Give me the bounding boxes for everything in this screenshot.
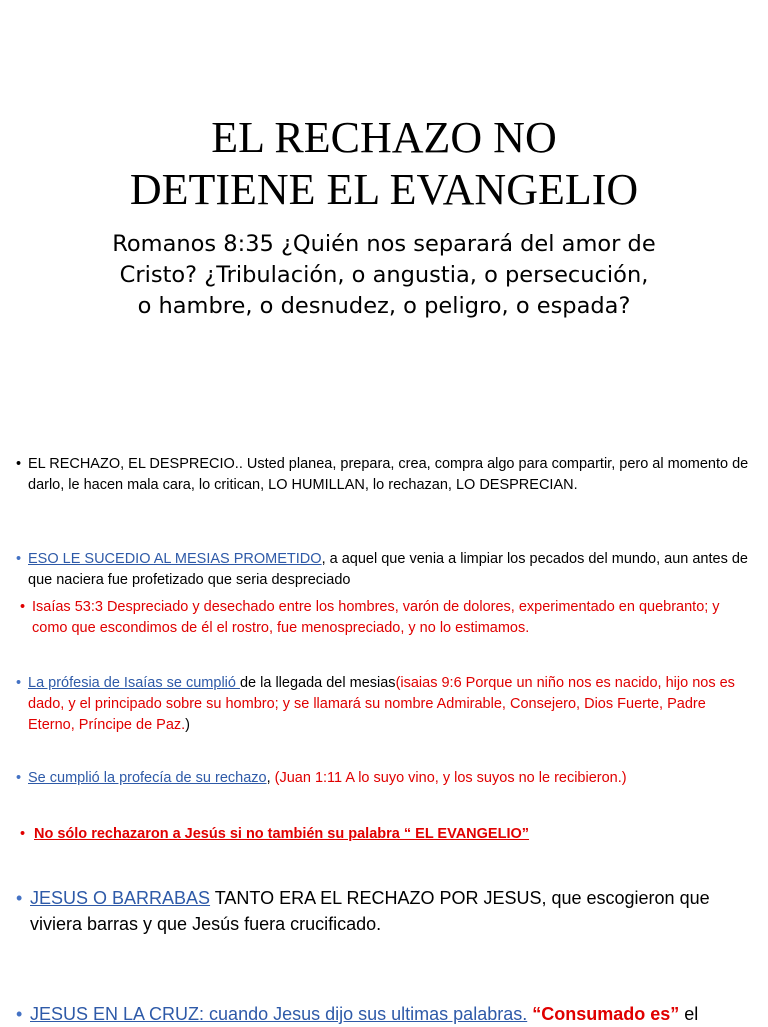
bullet-profecia-isaias [16, 673, 756, 736]
bullet-text: No sólo rechazaron a Jesús si no también su palabra “ EL EVANGELIO” [34, 826, 530, 842]
juan-1-11-quote: (Juan 1:11 A lo suyo vino, y los suyos no le recibieron.) [274, 770, 627, 786]
bullet-dot: • [16, 770, 22, 786]
bullet-end: ) [185, 717, 191, 733]
subtitle-line-2: Cristo? ¿Tribulación, o angustia, o persecución, [119, 262, 649, 288]
bullet-dot: • [16, 888, 23, 908]
subtitle-line-3: o hambre, o desnudez, o peligro, o espada? [137, 293, 631, 319]
bullet-text: EL RECHAZO, EL DESPRECIO.. Usted planea, prepara, crea, compra algo para compartir, pero al momento de darlo, le hacen mala cara, lo critican, LO HUMILLAN, lo rechazan, LO DESPRECIAN. [28, 456, 749, 493]
title-line-1: EL RECHAZO NO [211, 113, 557, 162]
title-line-2: DETIENE EL EVANGELIO [129, 165, 639, 214]
profecia-link[interactable]: La prófesia de Isaías se cumplió [28, 675, 240, 691]
barrabas-link[interactable]: JESUS O BARRABAS [30, 888, 211, 908]
cruz-link[interactable]: JESUS EN LA CRUZ: cuando Jesus dijo sus ultimas palabras. [30, 1004, 528, 1024]
bullet-dot: • [16, 456, 22, 472]
slide-subtitle [60, 229, 708, 322]
bullet-text: TANTO ERA EL RECHAZO POR JESUS, que escogieron que viviera barras y que Jesús fuera crucificado. [30, 888, 710, 934]
isaias-9-6-quote: (isaias 9:6 Porque un niño nos es nacido, hijo nos es dado, y el principado sobre su hombro; y se llamará su nombre Admirable, Consejero, Dios Fuerte, Padre Eterno, Príncipe de Paz. [28, 675, 735, 733]
subtitle-line-1: Romanos 8:35 ¿Quién nos separará del amor de [112, 231, 656, 257]
bullet-cruz [16, 1001, 756, 1027]
bullet-evangelio [16, 824, 756, 845]
bullet-isaias-53 [16, 597, 756, 639]
bullet-dot: • [16, 551, 22, 567]
bullet-dot: • [16, 675, 22, 691]
mesias-link[interactable]: ESO LE SUCEDIO AL MESIAS PROMETIDO [28, 551, 322, 567]
slide-title [0, 112, 768, 216]
rechazo-link[interactable]: Se cumplió la profecía de su rechazo [28, 770, 267, 786]
bullet-rechazo [16, 454, 756, 496]
bullet-dot: • [20, 599, 26, 615]
bullet-text: , a aquel que venia a limpiar los pecados del mundo, aun antes de que naciera fue profetizado que seria despreciado [28, 551, 748, 588]
bullet-end: el [679, 1004, 699, 1024]
bullet-text: Isaías 53:3 Despreciado y desechado entre los hombres, varón de dolores, experimentado en quebranto; y como que escondimos de él el rostro, fue menospreciado, y no lo estimamos. [32, 599, 720, 636]
consumado-quote: “Consumado es” [532, 1004, 680, 1024]
bullet-text: de la llegada del mesias [239, 675, 396, 691]
bullet-text: , [266, 770, 275, 786]
bullet-dot: • [20, 826, 26, 842]
bullet-profecia-rechazo [16, 768, 756, 789]
bullet-mesias [16, 549, 756, 591]
bullet-dot: • [16, 1004, 23, 1024]
bullet-barrabas [16, 885, 756, 937]
